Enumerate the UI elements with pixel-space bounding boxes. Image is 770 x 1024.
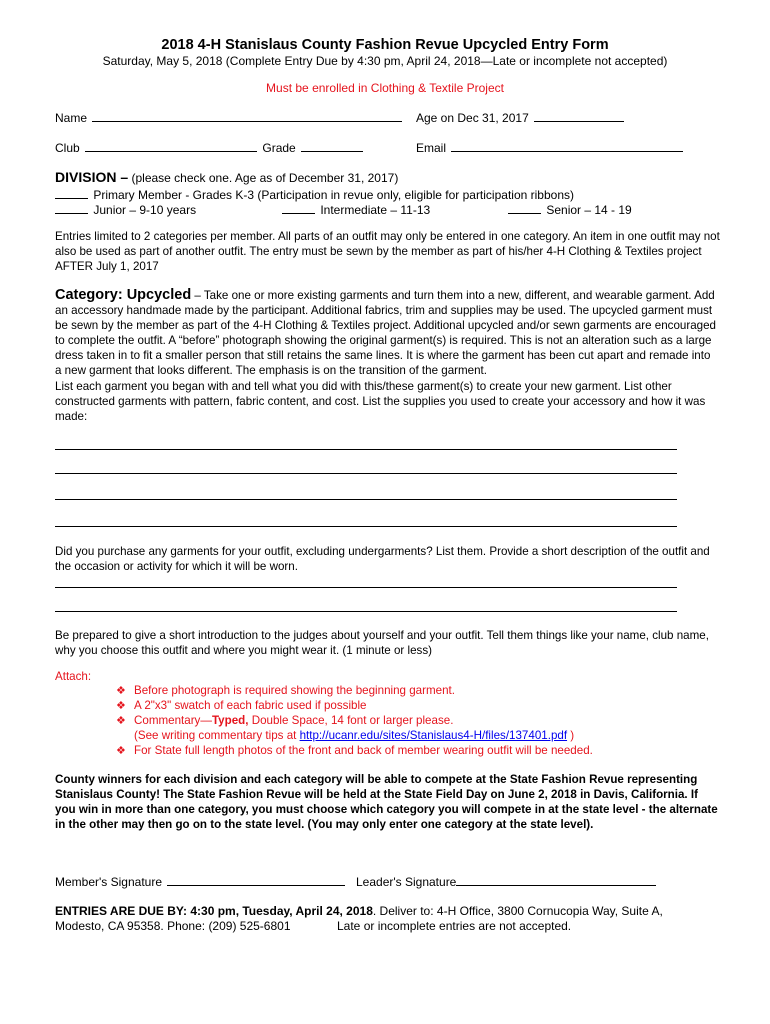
- member-signature-row: [55, 874, 347, 890]
- county-winners-note: County winners for each division and each category will be able to compete at the State Fashion Revue representing Stanislaus County! The State Fashion Revue will be held at the State Field Day on June 2, 2018 in Davis, California. If you win in more than one category, you must choose which category you will compete in at the state level - the alternate in the other may then go on to the state level. (You may only enter one category at the state level).: [55, 773, 718, 832]
- answer-line-3[interactable]: [55, 499, 677, 500]
- member-signature-field[interactable]: [167, 874, 345, 886]
- footer-address-line: [55, 919, 291, 934]
- attach-item-3-typed: Typed,: [211, 714, 249, 727]
- attach-item-3-text-a: Commentary—: [134, 714, 212, 727]
- age-label: Age on Dec 31, 2017: [416, 111, 529, 125]
- division-heading: DIVISION –: [55, 169, 129, 185]
- division-instruction: (please check one. Age as of December 31, 2017): [131, 171, 399, 185]
- division-row: [55, 169, 398, 185]
- commentary-tips-link[interactable]: http://ucanr.edu/sites/Stanislaus4-H/files/137401.pdf: [299, 729, 568, 742]
- leader-signature-label: Leader's Signature: [356, 875, 457, 889]
- attach-item-1-text: Before photograph is required showing the beginning garment.: [134, 684, 455, 697]
- purchase-prompt: Did you purchase any garments for your outfit, excluding undergarments? List them. Provide a short description of the outfit and the occasion or activity for which it will be worn.: [55, 545, 710, 574]
- form-subtitle: Saturday, May 5, 2018 (Complete Entry Due by 4:30 pm, April 24, 2018—Late or incomplete not accepted): [102, 54, 668, 68]
- attach-label: Attach:: [55, 670, 92, 683]
- senior-checkbox[interactable]: [508, 202, 541, 214]
- grade-label: Grade: [262, 141, 296, 155]
- attach-item-3: [116, 713, 453, 729]
- senior-label: Senior – 14 - 19: [546, 203, 632, 217]
- age-field[interactable]: [534, 110, 624, 122]
- attach-item-4: [116, 743, 593, 759]
- name-field[interactable]: [92, 110, 402, 122]
- club-label: Club: [55, 141, 80, 155]
- late-entries-note: Late or incomplete entries are not accepted.: [337, 919, 572, 933]
- form-title: 2018 4-H Stanislaus County Fashion Revue Upcycled Entry Form: [161, 37, 609, 53]
- division-junior: [55, 202, 196, 218]
- intro-prompt: Be prepared to give a short introduction to the judges about yourself and your outfit. Tell them things like your name, club name, why you choose this outfit and where you might wear it. (1 minute or less): [55, 629, 709, 658]
- diamond-bullet-icon: ❖: [116, 715, 126, 727]
- answer-line-1[interactable]: [55, 449, 677, 450]
- footer-due-line: [55, 904, 663, 919]
- age-row: [416, 110, 626, 126]
- tip-text-a: (See writing commentary tips at: [134, 729, 300, 742]
- due-date-text: ENTRIES ARE DUE BY: 4:30 pm, Tuesday, April 24, 2018: [55, 904, 373, 918]
- tip-text-b: ): [567, 729, 575, 742]
- attach-item-4-text: For State full length photos of the front and back of member wearing outfit will be needed.: [134, 744, 593, 757]
- email-row: [416, 140, 685, 156]
- category-description: – Take one or more existing garments and turn them into a new, different, and wearable garment. Add an accessory handmade made by the participant. Additional fabrics, trim and supplies may be used. The upcycled garment must be sewn by the member as part of the 4-H Clothing & Textiles project. Additional upcycled and/or sewn garments are encouraged to complete the outfit. A “before” photograph showing the original garment(s) is required. This is not an alteration such as a large dress taken in to fit a smaller person that still retains the same lines. It is where the garment has been cut apart and remade into a new garment that looks different. The emphasis is on the transition of the garment.: [55, 289, 716, 378]
- intermediate-checkbox[interactable]: [282, 202, 315, 214]
- purchase-line-1[interactable]: [55, 587, 677, 588]
- attach-item-2: [116, 698, 367, 714]
- intermediate-label: Intermediate – 11-13: [320, 203, 431, 217]
- attach-item-3-text-c: Double Space, 14 font or larger please.: [248, 714, 454, 727]
- diamond-bullet-icon: ❖: [116, 685, 126, 697]
- division-primary: [55, 187, 574, 203]
- club-row: [55, 140, 365, 156]
- answer-line-2[interactable]: [55, 473, 677, 474]
- diamond-bullet-icon: ❖: [116, 745, 126, 757]
- club-field[interactable]: [85, 140, 257, 152]
- delivery-text: . Deliver to: 4-H Office, 3800 Cornucopia Way, Suite A,: [372, 904, 663, 918]
- email-field[interactable]: [451, 140, 683, 152]
- purchase-line-2[interactable]: [55, 611, 677, 612]
- leader-signature-field[interactable]: [456, 874, 656, 886]
- primary-checkbox[interactable]: [55, 187, 88, 199]
- grade-field[interactable]: [301, 140, 363, 152]
- division-senior: [508, 202, 632, 218]
- attach-item-2-text: A 2"x3" swatch of each fabric used if possible: [134, 699, 367, 712]
- diamond-bullet-icon: ❖: [116, 700, 126, 712]
- email-label: Email: [416, 141, 447, 155]
- category-section: [55, 288, 720, 424]
- attach-item-1: [116, 683, 455, 699]
- division-intermediate: [282, 202, 430, 218]
- entries-note: Entries limited to 2 categories per member. All parts of an outfit may only be entered in one category. An item in one outfit may not also be used as part of another outfit. The entry must be sewn by the member as part of his/her 4-H Clothing & Textiles project AFTER July 1, 2017: [55, 230, 720, 274]
- category-heading: Category: Upcycled: [55, 287, 192, 303]
- name-row: [55, 110, 404, 126]
- answer-line-4[interactable]: [55, 526, 677, 527]
- member-signature-label: Member's Signature: [55, 875, 163, 889]
- primary-label: Primary Member - Grades K-3 (Participation in revue only, eligible for participation ribbons): [93, 188, 574, 202]
- address-phone: Modesto, CA 95358. Phone: (209) 525-6801: [55, 919, 291, 933]
- junior-checkbox[interactable]: [55, 202, 88, 214]
- category-list-prompt: List each garment you began with and tell what you did with this/these garment(s) to create your new garment. List other constructed garments with pattern, fabric content, and cost. List the supplies you used to create your accessory and how it was made:: [55, 379, 706, 423]
- attach-item-3-tip: [134, 728, 574, 743]
- enrollment-notice: Must be enrolled in Clothing & Textile Project: [266, 81, 504, 95]
- junior-label: Junior – 9-10 years: [93, 203, 197, 217]
- name-label: Name: [55, 111, 88, 125]
- leader-signature-row: [356, 874, 658, 890]
